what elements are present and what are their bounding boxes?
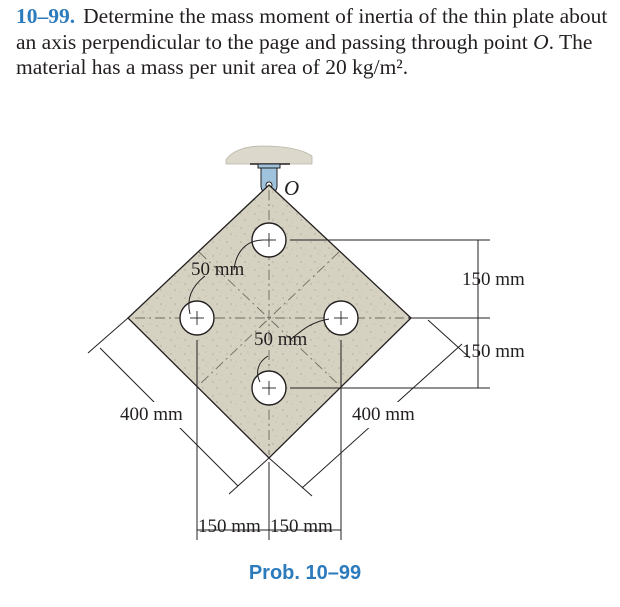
figure-caption: Prob. 10–99 xyxy=(248,562,362,584)
horizontal-dim-left-label: 150 mm xyxy=(198,516,261,537)
point-o-label: O xyxy=(284,176,300,200)
horizontal-dim-right-label: 150 mm xyxy=(270,516,333,537)
problem-text-before: Determine the mass moment of inertia of the thin plate about an axis perpendicular to the page and passing through point xyxy=(16,4,608,54)
vertical-dim-upper-label: 150 mm xyxy=(462,269,525,290)
side-right-label: 400 mm xyxy=(352,404,415,425)
problem-point: O xyxy=(533,29,549,54)
ceiling-support xyxy=(226,146,312,164)
side-left-label: 400 mm xyxy=(120,404,183,425)
problem-text-after: . The material has a mass per unit area of 20 kg/m². xyxy=(16,29,593,79)
hole-diameter-center-label: 50 mm xyxy=(254,329,308,350)
problem-number: 10–99. xyxy=(16,4,76,28)
hole-diameter-top-label: 50 mm xyxy=(191,259,245,280)
vertical-dim-lower-label: 150 mm xyxy=(462,341,525,362)
